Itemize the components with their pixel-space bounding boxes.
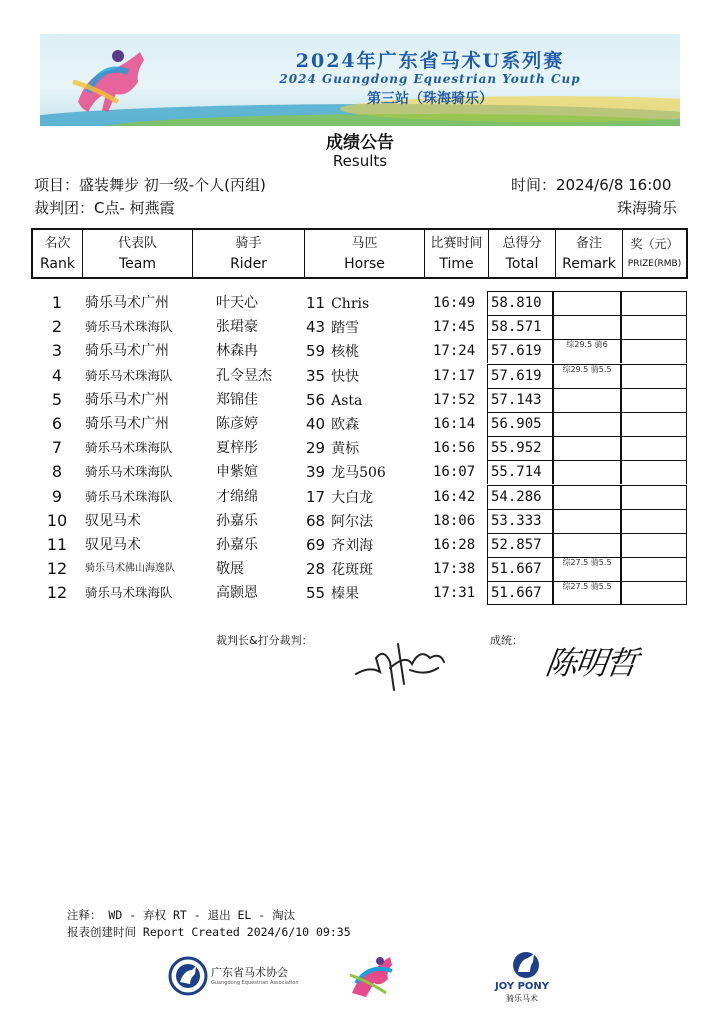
- time-cell: 17:52: [433, 391, 476, 408]
- horse-name: 黄标: [331, 441, 360, 458]
- horse-name: 龙马506: [331, 465, 386, 482]
- remark-cell: [553, 315, 621, 339]
- time-cell: 17:24: [433, 343, 476, 360]
- horse-name: Chris: [331, 296, 370, 312]
- time-cell: 17:17: [433, 367, 476, 384]
- team-cell: 骑乐马术珠海队: [85, 319, 173, 335]
- horse-cell: [306, 485, 373, 509]
- horse-cell: [306, 388, 362, 412]
- horse-name: 大白龙: [331, 489, 374, 506]
- total-cell: 55.714: [487, 460, 553, 484]
- table-row: [0, 315, 720, 339]
- event-logo-icon: [346, 953, 402, 999]
- time-cell: 18:06: [433, 512, 476, 529]
- table-row: [0, 412, 720, 436]
- rider-cell: 张珺豪: [216, 319, 258, 336]
- horse-name: 踏雪: [331, 320, 360, 337]
- horse-number: 29: [306, 439, 326, 458]
- report-created: 报表创建时间 Report Created 2024/6/10 09:35: [67, 925, 351, 939]
- total-cell: 55.952: [487, 436, 553, 460]
- horse-cell: [306, 364, 359, 388]
- rank-cell: 3: [51, 341, 63, 361]
- remark-cell: [553, 460, 621, 484]
- rider-cell: 孔令昱杰: [216, 367, 272, 384]
- team-cell: 骑乐马术珠海队: [85, 488, 173, 504]
- remark-cell: [553, 388, 621, 412]
- rider-cell: 郑锦佳: [216, 391, 258, 408]
- prize-cell: [621, 533, 687, 557]
- horse-number: 39: [306, 463, 326, 482]
- rank-cell: 8: [51, 462, 63, 482]
- column-header-time: 比赛时间 Time: [425, 230, 489, 277]
- team-cell: 骑乐马术广州: [85, 391, 169, 408]
- column-header-prize: 奖（元） PRIZE(RMB): [627, 236, 682, 269]
- prize-cell: [621, 388, 687, 412]
- team-cell: 骑乐马术珠海队: [85, 440, 173, 456]
- rider-cell: 孙嘉乐: [216, 537, 258, 553]
- total-cell: 51.667: [487, 581, 553, 605]
- table-row: [0, 388, 720, 412]
- horse-rider-icon: [58, 42, 168, 122]
- time-cell: 16:07: [433, 464, 476, 481]
- horse-name: 快快: [331, 368, 360, 385]
- horse-number: 55: [306, 584, 326, 603]
- prize-cell: [621, 291, 687, 315]
- time-cell: 17:38: [433, 561, 476, 578]
- prize-cell: [621, 364, 687, 388]
- horse-cell: [306, 509, 373, 533]
- sponsor-name: JOY PONY: [495, 981, 550, 992]
- rank-cell: 9: [51, 486, 63, 506]
- prize-cell: [621, 460, 687, 484]
- rank-cell: 12: [46, 559, 68, 579]
- remark-cell: [553, 291, 621, 315]
- total-cell: 52.857: [487, 533, 553, 557]
- table-row: [0, 581, 720, 605]
- prize-cell: [621, 315, 687, 339]
- horse-number: 59: [306, 342, 326, 361]
- team-cell: 骑乐马术广州: [85, 295, 169, 311]
- prize-cell: [621, 436, 687, 460]
- judge-signature-label: 裁判长&打分裁判：: [216, 634, 313, 647]
- total-cell: 57.619: [487, 364, 553, 388]
- rank-cell: 1: [51, 293, 63, 312]
- horse-name: 核桃: [331, 344, 360, 361]
- rank-cell: 7: [51, 438, 63, 458]
- rank-cell: 11: [46, 535, 68, 554]
- judge-panel: 裁判团：C点- 柯燕霞: [34, 199, 175, 217]
- horse-number: 43: [306, 318, 326, 337]
- prize-cell: [621, 509, 687, 533]
- horse-number: 11: [306, 294, 326, 312]
- prize-cell: [621, 339, 687, 363]
- event-banner: [40, 34, 680, 126]
- column-header-team: 代表队 Team: [83, 230, 193, 277]
- team-cell: 骑乐马术广州: [85, 416, 169, 432]
- total-cell: 51.667: [487, 557, 553, 581]
- table-row: [0, 533, 720, 557]
- horse-name: 榛果: [331, 586, 360, 603]
- association-name: 广东省马术协会: [211, 966, 288, 979]
- rider-cell: 孙嘉乐: [216, 512, 258, 529]
- rider-cell: 林森冉: [216, 343, 258, 360]
- horse-number: 28: [306, 560, 326, 579]
- column-header-horse: 马匹 Horse: [305, 230, 425, 277]
- remark-cell: [553, 509, 621, 533]
- remark-cell: [553, 533, 621, 557]
- scorer-signature: 陈明哲: [543, 644, 639, 682]
- horse-cell: [306, 460, 386, 484]
- horse-name: Asta: [331, 392, 363, 409]
- rank-cell: 6: [51, 414, 63, 433]
- team-cell: 驭见马术: [85, 537, 141, 553]
- horse-cell: [306, 412, 359, 436]
- horse-number: 40: [306, 415, 326, 433]
- association-logo-icon: [168, 956, 208, 996]
- total-cell: 57.143: [487, 388, 553, 412]
- prize-cell: [621, 485, 687, 509]
- time-cell: 16:28: [433, 537, 476, 553]
- rank-cell: 10: [46, 510, 68, 530]
- time-cell: 16:14: [433, 416, 476, 432]
- remark-cell: 综27.5 骑5.5: [553, 581, 621, 605]
- venue: 珠海骑乐: [617, 199, 678, 217]
- team-cell: 骑乐马术珠海队: [85, 367, 173, 383]
- total-cell: 58.571: [487, 315, 553, 339]
- table-row: [0, 436, 720, 460]
- page-subtitle: Results: [332, 152, 388, 170]
- total-cell: 58.810: [487, 291, 553, 315]
- horse-name: 欧森: [331, 417, 360, 433]
- page-title: 成绩公告: [326, 133, 394, 153]
- column-header-total: 总得分 Total: [489, 230, 556, 277]
- time-cell: 16:56: [433, 440, 476, 457]
- rank-cell: 5: [51, 389, 63, 409]
- table-row: [0, 364, 720, 388]
- team-cell: 骑乐马术广州: [85, 343, 169, 360]
- prize-cell: [621, 412, 687, 436]
- horse-cell: [306, 339, 359, 363]
- event-name: 项目：盛装舞步 初一级-个人(丙组): [34, 176, 266, 194]
- horse-number: 56: [306, 390, 326, 409]
- remark-cell: 综29.5 骑6: [553, 339, 621, 363]
- rider-cell: 才绵绵: [216, 488, 258, 505]
- remark-cell: 综27.5 骑5.5: [553, 557, 621, 581]
- rider-cell: 叶天心: [216, 295, 258, 311]
- scorer-signature-label: 成统：: [490, 634, 523, 647]
- horse-cell: [306, 557, 373, 581]
- table-row: [0, 509, 720, 533]
- horse-number: 69: [306, 536, 326, 554]
- remark-cell: [553, 436, 621, 460]
- results-table-header: [31, 228, 688, 279]
- horse-number: 35: [306, 366, 326, 385]
- banner-stage: 第三站（珠海骑乐）: [367, 91, 493, 107]
- prize-cell: [621, 557, 687, 581]
- team-cell: 骑乐马术珠海队: [85, 585, 173, 601]
- event-datetime: 时间：2024/6/8 16:00: [511, 176, 672, 194]
- remark-cell: [553, 485, 621, 509]
- team-cell: 驭见马术: [85, 512, 141, 529]
- team-cell: 骑乐马术珠海队: [85, 464, 173, 480]
- time-cell: 17:45: [433, 319, 476, 336]
- table-row: [0, 291, 720, 315]
- horse-cell: [306, 436, 359, 460]
- horse-name: 阿尔法: [331, 513, 374, 530]
- time-cell: 16:42: [433, 488, 476, 505]
- horse-name: 齐刘海: [331, 538, 374, 554]
- horse-cell: [306, 533, 373, 557]
- remark-cell: 综29.5 骑5.5: [553, 364, 621, 388]
- total-cell: 56.905: [487, 412, 553, 436]
- total-cell: 54.286: [487, 485, 553, 509]
- rank-cell: 2: [51, 317, 63, 337]
- rider-cell: 陈彦婷: [216, 416, 258, 432]
- rider-cell: 申紫媗: [216, 464, 258, 481]
- horse-number: 68: [306, 511, 326, 530]
- legend-note: 注释： WD - 弃权 RT - 退出 EL - 淘汰: [67, 908, 296, 922]
- rank-cell: 4: [51, 365, 63, 385]
- rank-cell: 12: [46, 583, 68, 603]
- sponsor-name-cn: 骑乐马术: [506, 994, 538, 1003]
- horse-name: 花斑斑: [331, 562, 374, 579]
- judge-signature: [350, 628, 450, 698]
- table-row: [0, 339, 720, 363]
- table-row: [0, 460, 720, 484]
- horse-cell: [306, 291, 369, 315]
- association-name-en: Guangdong Equestrian Association: [211, 980, 299, 986]
- rider-cell: 敬展: [216, 561, 244, 578]
- column-header-rank: 名次 Rank: [33, 230, 83, 277]
- time-cell: 17:31: [433, 585, 476, 602]
- table-row: [0, 485, 720, 509]
- table-row: [0, 557, 720, 581]
- banner-title: 2024年广东省马术U系列赛: [295, 50, 565, 72]
- time-cell: 16:49: [433, 295, 476, 311]
- total-cell: 53.333: [487, 509, 553, 533]
- horse-cell: [306, 315, 359, 339]
- total-cell: 57.619: [487, 339, 553, 363]
- rider-cell: 高颢恩: [216, 585, 258, 602]
- rider-cell: 夏梓彤: [216, 440, 258, 457]
- column-header-rider: 骑手 Rider: [193, 230, 305, 277]
- team-cell: 骑乐马术佛山海逸队: [85, 563, 175, 575]
- column-header-remark: 备注 Remark: [556, 230, 623, 277]
- banner-subtitle: 2024 Guangdong Equestrian Youth Cup: [279, 72, 581, 86]
- prize-cell: [621, 581, 687, 605]
- horse-cell: [306, 581, 359, 605]
- horse-number: 17: [306, 487, 326, 506]
- joy-pony-logo-icon: [508, 950, 544, 980]
- remark-cell: [553, 412, 621, 436]
